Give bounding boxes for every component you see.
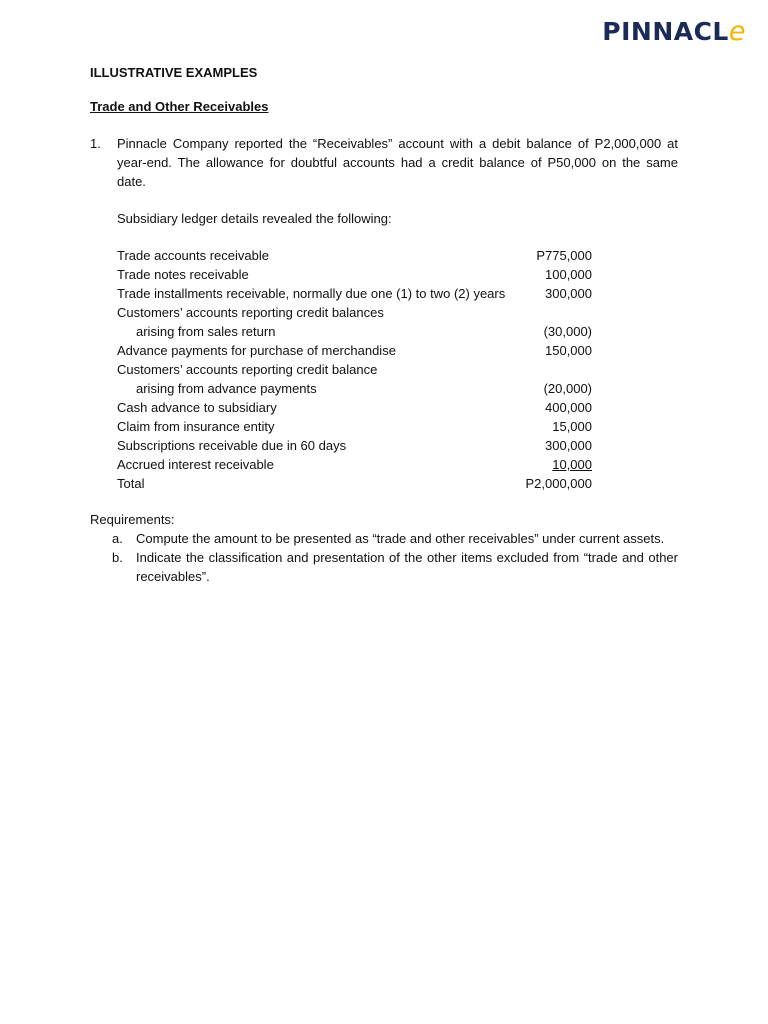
requirement-letter: a. <box>112 531 123 546</box>
ledger-label: Accrued interest receivable <box>117 457 274 472</box>
item-body <box>117 134 678 493</box>
ledger-amount: P775,000 <box>536 248 592 263</box>
ledger-label: Customers’ accounts reporting credit balance <box>117 362 378 377</box>
ledger-row <box>117 284 592 303</box>
requirement-letter: b. <box>112 550 123 565</box>
ledger-amount: 300,000 <box>545 286 592 301</box>
ledger-amount: 150,000 <box>545 343 592 358</box>
requirement-text: Compute the amount to be presented as “trade and other receivables” under current assets. <box>136 531 665 546</box>
requirement-item <box>112 548 678 586</box>
requirement-text: Indicate the classification and presentation of the other items excluded from “trade and other receivables”. <box>136 550 678 584</box>
ledger-total-amount: P2,000,000 <box>525 476 592 491</box>
ledger-amount: 100,000 <box>545 267 592 282</box>
ledger-row <box>117 398 592 417</box>
ledger-amount: (30,000) <box>543 324 592 339</box>
ledger-row <box>117 455 592 474</box>
ledger-label: Total <box>117 476 145 491</box>
ledger-row <box>117 303 592 322</box>
ledger-label: Trade installments receivable, normally due one (1) to two (2) years <box>117 286 506 301</box>
logo-accent-letter: e <box>728 16 746 47</box>
ledger-table <box>117 246 592 493</box>
ledger-label: Customers’ accounts reporting credit balances <box>117 305 384 320</box>
ledger-row <box>117 360 592 379</box>
ledger-total-row <box>117 474 592 493</box>
ledger-row <box>117 436 592 455</box>
ledger-row <box>117 322 592 341</box>
ledger-label: arising from advance payments <box>136 381 317 396</box>
item-number: 1. <box>90 136 101 151</box>
ledger-label: Subscriptions receivable due in 60 days <box>117 438 347 453</box>
ledger-row <box>117 341 592 360</box>
ledger-label: arising from sales return <box>136 324 276 339</box>
ledger-intro: Subsidiary ledger details revealed the following: <box>117 211 392 226</box>
ledger-label: Trade accounts receivable <box>117 248 269 263</box>
document-heading: ILLUSTRATIVE EXAMPLES <box>90 65 258 80</box>
ledger-amount: 300,000 <box>545 438 592 453</box>
ledger-row <box>117 379 592 398</box>
ledger-amount: 400,000 <box>545 400 592 415</box>
ledger-label: Cash advance to subsidiary <box>117 400 277 415</box>
requirement-item <box>112 529 678 548</box>
ledger-row <box>117 417 592 436</box>
section-title: Trade and Other Receivables <box>90 99 269 114</box>
ledger-row <box>117 265 592 284</box>
ledger-amount: (20,000) <box>543 381 592 396</box>
requirements-title: Requirements: <box>90 512 175 527</box>
ledger-label: Advance payments for purchase of merchandise <box>117 343 396 358</box>
ledger-label: Claim from insurance entity <box>117 419 275 434</box>
ledger-amount: 15,000 <box>552 419 592 434</box>
problem-item <box>90 134 678 493</box>
document-body <box>90 63 678 586</box>
ledger-label: Trade notes receivable <box>117 267 249 282</box>
ledger-amount: 10,000 <box>552 457 592 472</box>
problem-paragraph: Pinnacle Company reported the “Receivables” account with a debit balance of P2,000,000 at year-end. The allowance for doubtful accounts had a credit balance of P50,000 on the same date. <box>117 136 678 189</box>
ledger-row <box>117 246 592 265</box>
pinnacle-logo <box>602 16 746 48</box>
logo-main-text: PINNACL <box>602 17 729 46</box>
